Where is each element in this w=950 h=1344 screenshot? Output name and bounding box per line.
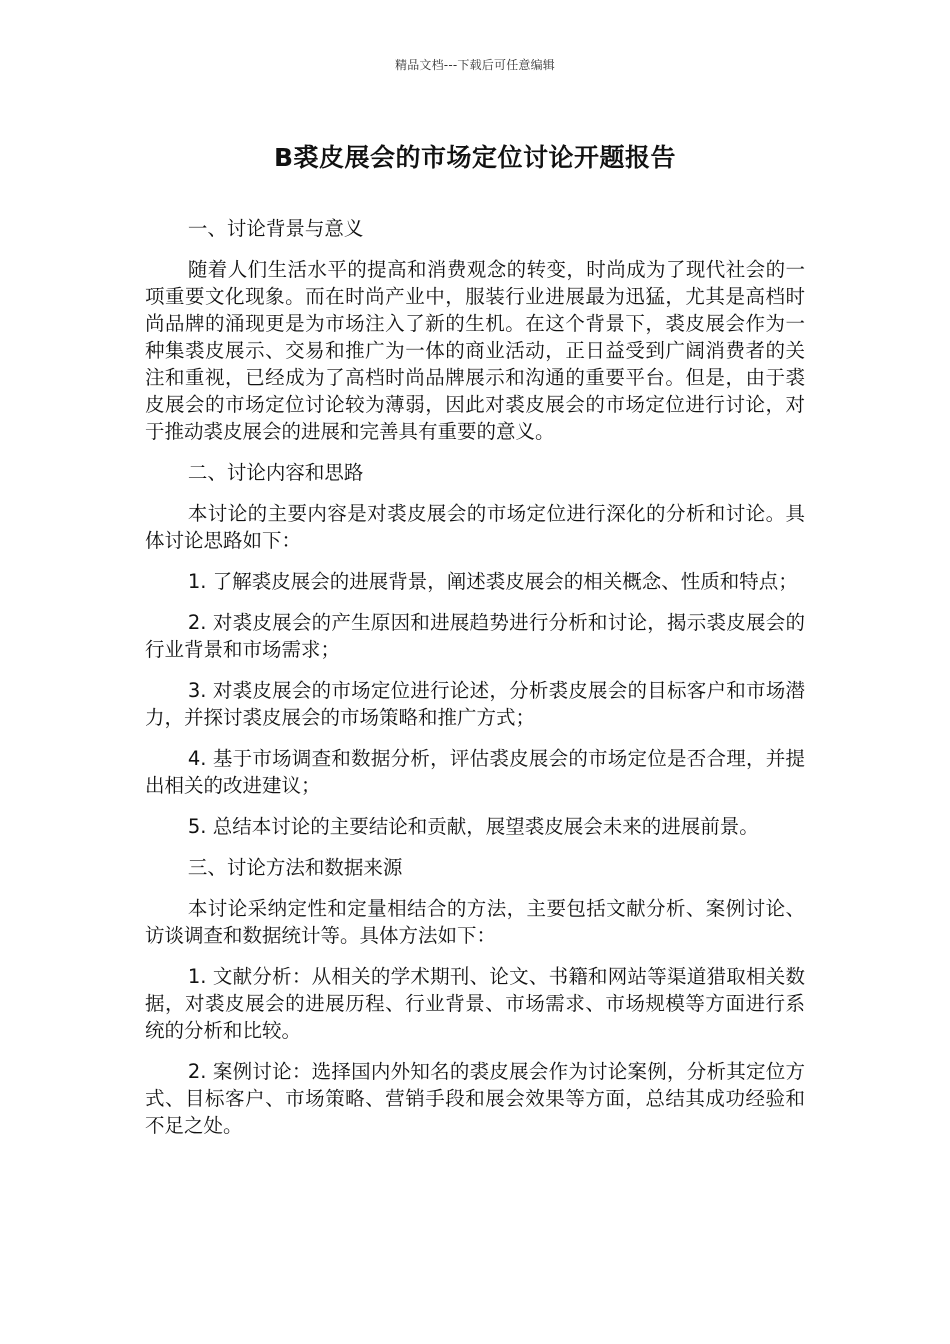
list-item-content-2: 2. 对裘皮展会的产生原因和进展趋势进行分析和讨论，揭示裘皮展会的行业背景和市场需求； [145,611,805,661]
list-item-content-4: 4. 基于市场调查和数据分析，评估裘皮展会的市场定位是否合理，并提出相关的改进建议； [145,747,805,797]
section-heading-background: 一、讨论背景与意义 [187,217,364,240]
paragraph-content-intro: 本讨论的主要内容是对裘皮展会的市场定位进行深化的分析和讨论。具体讨论思路如下： [145,502,805,552]
section-heading-content: 二、讨论内容和思路 [187,461,364,484]
document-body [145,215,805,1153]
list-item-content-5: 5. 总结本讨论的主要结论和贡献，展望裘皮展会未来的进展前景。 [187,815,759,838]
section-heading-methods: 三、讨论方法和数据来源 [187,856,403,879]
paragraph-background: 随着人们生活水平的提高和消费观念的转变，时尚成为了现代社会的一项重要文化现象。而在时尚产业中，服装行业进展最为迅猛，尤其是高档时尚品牌的涌现更是为市场注入了新的生机。在这个背景下，裘皮展会作为一种集裘皮展示、交易和推广为一体的商业活动，正日益受到广阔消费者的关注和重视，已经成为了高档时尚品牌展示和沟通的重要平台。但是，由于裘皮展会的市场定位讨论较为薄弱，因此对裘皮展会的市场定位进行讨论，对于推动裘皮展会的进展和完善具有重要的意义。 [145,258,805,443]
paragraph-methods-intro: 本讨论采纳定性和定量相结合的方法，主要包括文献分析、案例讨论、访谈调查和数据统计等。具体方法如下： [145,897,805,947]
document-title: B裘皮展会的市场定位讨论开题报告 [273,143,677,172]
list-item-content-3: 3. 对裘皮展会的市场定位进行论述，分析裘皮展会的目标客户和市场潜力，并探讨裘皮展会的市场策略和推广方式； [145,679,805,729]
header-note: 精品文档---下载后可任意编辑 [395,58,555,72]
list-item-methods-2: 2. 案例讨论：选择国内外知名的裘皮展会作为讨论案例，分析其定位方式、目标客户、市场策略、营销手段和展会效果等方面，总结其成功经验和不足之处。 [145,1060,805,1137]
list-item-content-1: 1. 了解裘皮展会的进展背景，阐述裘皮展会的相关概念、性质和特点； [187,570,798,593]
list-item-methods-1: 1. 文献分析：从相关的学术期刊、论文、书籍和网站等渠道猎取相关数据，对裘皮展会的进展历程、行业背景、市场需求、市场规模等方面进行系统的分析和比较。 [145,965,805,1042]
